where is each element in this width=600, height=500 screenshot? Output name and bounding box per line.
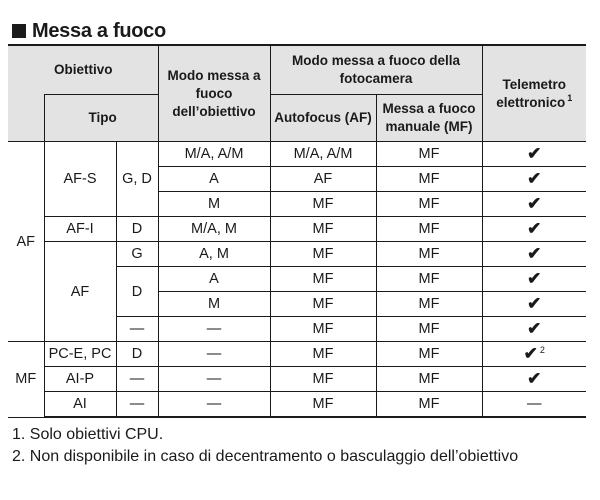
cell-mf: MF bbox=[376, 342, 482, 367]
section-title bbox=[12, 18, 166, 44]
cell-telemetro bbox=[482, 167, 586, 192]
cell-modo-obiettivo: A bbox=[158, 267, 270, 292]
cell-mf: MF bbox=[376, 392, 482, 418]
cell-mf: MF bbox=[376, 292, 482, 317]
cell-modo-obiettivo: — bbox=[158, 342, 270, 367]
cell-mf: MF bbox=[376, 167, 482, 192]
group-af: AF bbox=[8, 142, 44, 342]
cell-af: MF bbox=[270, 392, 376, 418]
check-icon: ✔ bbox=[527, 218, 542, 238]
header-telemetro-label: Telemetro elettronico bbox=[496, 76, 567, 110]
cell-tipo: — bbox=[116, 367, 158, 392]
cell-mf: MF bbox=[376, 217, 482, 242]
cell-telemetro bbox=[482, 217, 586, 242]
cell-obiettivo: AF-S bbox=[44, 142, 116, 217]
header-telemetro bbox=[482, 45, 586, 142]
cell-af: M/A, A/M bbox=[270, 142, 376, 167]
cell-telemetro bbox=[482, 242, 586, 267]
cell-telemetro bbox=[482, 367, 586, 392]
cell-telemetro bbox=[482, 142, 586, 167]
cell-modo-obiettivo: A, M bbox=[158, 242, 270, 267]
cell-modo-obiettivo: — bbox=[158, 317, 270, 342]
cell-obiettivo: AF-I bbox=[44, 217, 116, 242]
cell-af: AF bbox=[270, 167, 376, 192]
cell-obiettivo: AF bbox=[44, 242, 116, 342]
cell-modo-obiettivo: — bbox=[158, 392, 270, 418]
cell-modo-obiettivo: A bbox=[158, 167, 270, 192]
cell-tipo: G bbox=[116, 242, 158, 267]
cell-modo-obiettivo: M/A, A/M bbox=[158, 142, 270, 167]
cell-tipo: D bbox=[116, 267, 158, 317]
header-telemetro-footnote-ref: 1 bbox=[567, 93, 573, 103]
check-icon: ✔ bbox=[527, 318, 542, 338]
cell-af: MF bbox=[270, 217, 376, 242]
check-icon: ✔ bbox=[527, 193, 542, 213]
header-modo-obiettivo: Modo messa a fuoco dell’obiettivo bbox=[158, 45, 270, 142]
section-title-text: Messa a fuoco bbox=[32, 19, 166, 42]
cell-af: MF bbox=[270, 367, 376, 392]
cell-mf: MF bbox=[376, 242, 482, 267]
cell-tipo: — bbox=[116, 392, 158, 418]
cell-tipo: G, D bbox=[116, 142, 158, 217]
cell-telemetro: — bbox=[482, 392, 586, 418]
check-icon: ✔ bbox=[527, 243, 542, 263]
footnote-2: 2. Non disponibile in caso di decentramento o basculaggio dell’obiettivo bbox=[12, 448, 519, 465]
header-tipo: Tipo bbox=[44, 95, 158, 142]
cell-modo-obiettivo: M bbox=[158, 292, 270, 317]
check-icon: ✔ bbox=[527, 168, 542, 188]
footnote-ref: 2 bbox=[539, 344, 545, 355]
cell-af: MF bbox=[270, 242, 376, 267]
cell-mf: MF bbox=[376, 142, 482, 167]
check-icon: ✔ bbox=[527, 268, 542, 288]
check-icon: ✔ bbox=[527, 143, 542, 163]
footnote-1: 1. Solo obiettivi CPU. bbox=[12, 426, 164, 443]
header-autofocus: Autofocus (AF) bbox=[270, 95, 376, 142]
footnotes bbox=[12, 424, 518, 468]
cell-obiettivo: AI bbox=[44, 392, 116, 418]
check-icon: ✔ bbox=[523, 343, 538, 363]
cell-obiettivo: PC-E, PC bbox=[44, 342, 116, 367]
cell-af: MF bbox=[270, 292, 376, 317]
cell-af: MF bbox=[270, 267, 376, 292]
focus-compatibility-table bbox=[8, 44, 586, 418]
cell-modo-obiettivo: M bbox=[158, 192, 270, 217]
cell-tipo: D bbox=[116, 217, 158, 242]
cell-mf: MF bbox=[376, 192, 482, 217]
cell-mf: MF bbox=[376, 367, 482, 392]
header-spacer bbox=[8, 95, 44, 142]
check-icon: ✔ bbox=[527, 368, 542, 388]
header-modo-fotocamera: Modo messa a fuoco della fotocamera bbox=[270, 45, 482, 95]
header-manuale: Messa a fuoco manuale (MF) bbox=[376, 95, 482, 142]
cell-telemetro bbox=[482, 267, 586, 292]
header-obiettivo: Obiettivo bbox=[8, 45, 158, 95]
cell-telemetro bbox=[482, 342, 586, 367]
cell-modo-obiettivo: M/A, M bbox=[158, 217, 270, 242]
cell-telemetro bbox=[482, 317, 586, 342]
square-bullet-icon bbox=[12, 24, 26, 38]
cell-telemetro bbox=[482, 292, 586, 317]
cell-mf: MF bbox=[376, 317, 482, 342]
cell-telemetro bbox=[482, 192, 586, 217]
cell-af: MF bbox=[270, 317, 376, 342]
group-mf: MF bbox=[8, 342, 44, 418]
cell-modo-obiettivo: — bbox=[158, 367, 270, 392]
check-icon: ✔ bbox=[527, 293, 542, 313]
cell-tipo: — bbox=[116, 317, 158, 342]
cell-af: MF bbox=[270, 342, 376, 367]
cell-tipo: D bbox=[116, 342, 158, 367]
cell-af: MF bbox=[270, 192, 376, 217]
cell-obiettivo: AI-P bbox=[44, 367, 116, 392]
cell-mf: MF bbox=[376, 267, 482, 292]
